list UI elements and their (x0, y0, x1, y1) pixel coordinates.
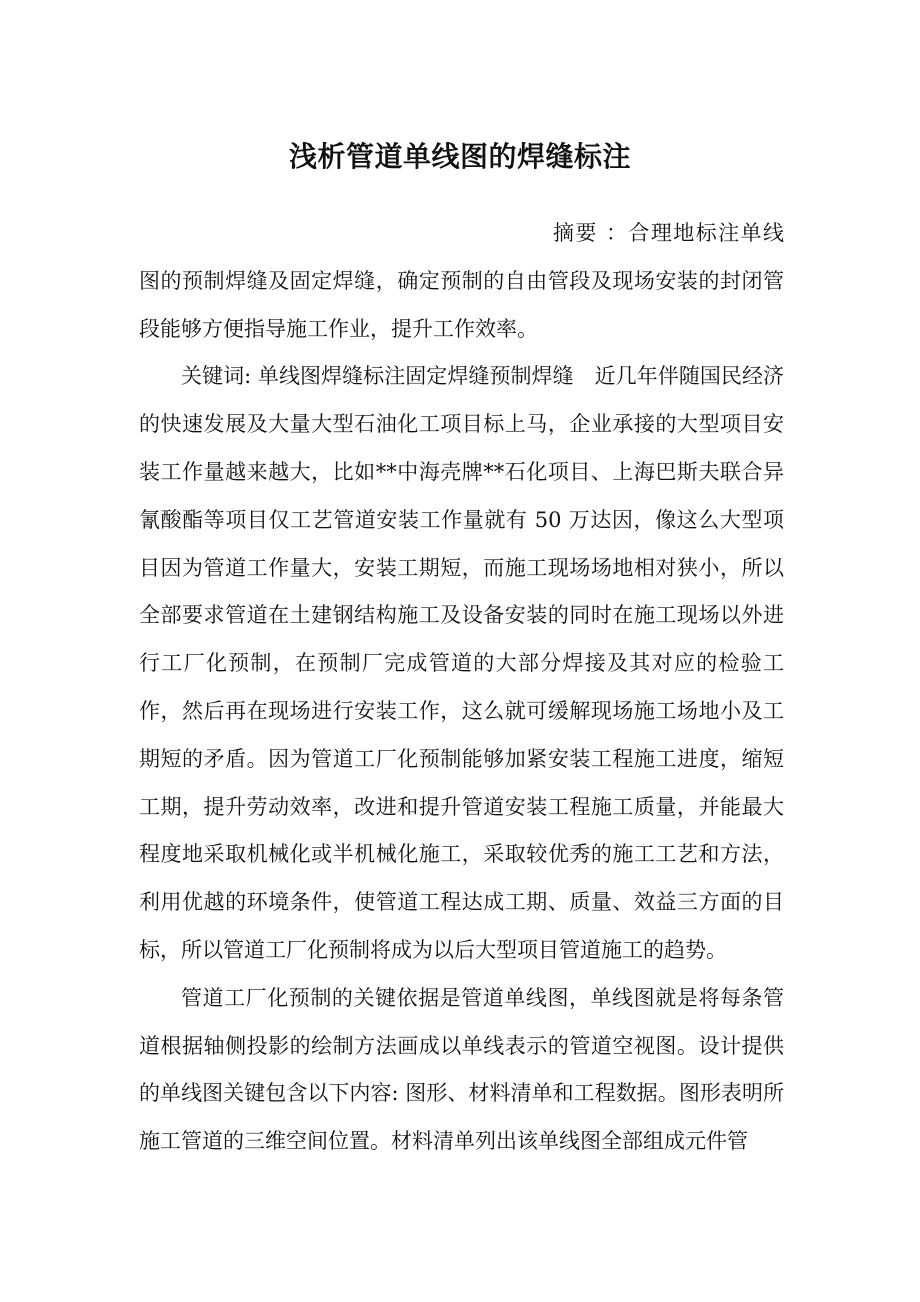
body-paragraph-keywords-intro: 关键词: 单线图焊缝标注固定焊缝预制焊缝 近几年伴随国民经济的快速发展及大量大型石油化工项目标上马，企业承接的大型项目安装工作量越来越大，比如**中海壳牌**石化项目、上海巴斯夫联合异氰酸酯等项目仅工艺管道安装工作量就有 50 万达因，像这么大型项目因为管道工作量大，安装工期短，而施工现场场地相对狭小，所以全部要求管道在土建钢结构施工及设备安装的同时在施工现场以外进行工厂化预制，在预制厂完成管道的大部分焊接及其对应的检验工作，然后再在现场进行安装工作，这么就可缓解现场施工场地小及工期短的矛盾。因为管道工厂化预制能够加紧安装工程施工进度，缩短工期，提升劳动效率，改进和提升管道安装工程施工质量，并能最大程度地采取机械化或半机械化施工，采取较优秀的施工工艺和方法，利用优越的环境条件，使管道工程达成工期、质量、效益三方面的目标，所以管道工厂化预制将成为以后大型项目管道施工的趋势。 (139, 364, 784, 962)
page-title: 浅析管道单线图的焊缝标注 (288, 139, 631, 173)
abstract-paragraph: 摘要 ：合理地标注单线图的预制焊缝及固定焊缝，确定预制的自由管段及现场安装的封闭管段能够方便指导施工作业，提升工作效率。 (139, 221, 784, 341)
body-paragraph-single-line-drawing: 管道工厂化预制的关键依据是管道单线图，单线图就是将每条管道根据轴侧投影的绘制方法画成以单线表示的管道空视图。设计提供的单线图关键包含以下内容: 图形、材料清单和工程数据。图形表明所施工管道的三维空间位置。材料清单列出该单线图全部组成元件管 (139, 985, 784, 1154)
document-body (139, 210, 784, 1166)
